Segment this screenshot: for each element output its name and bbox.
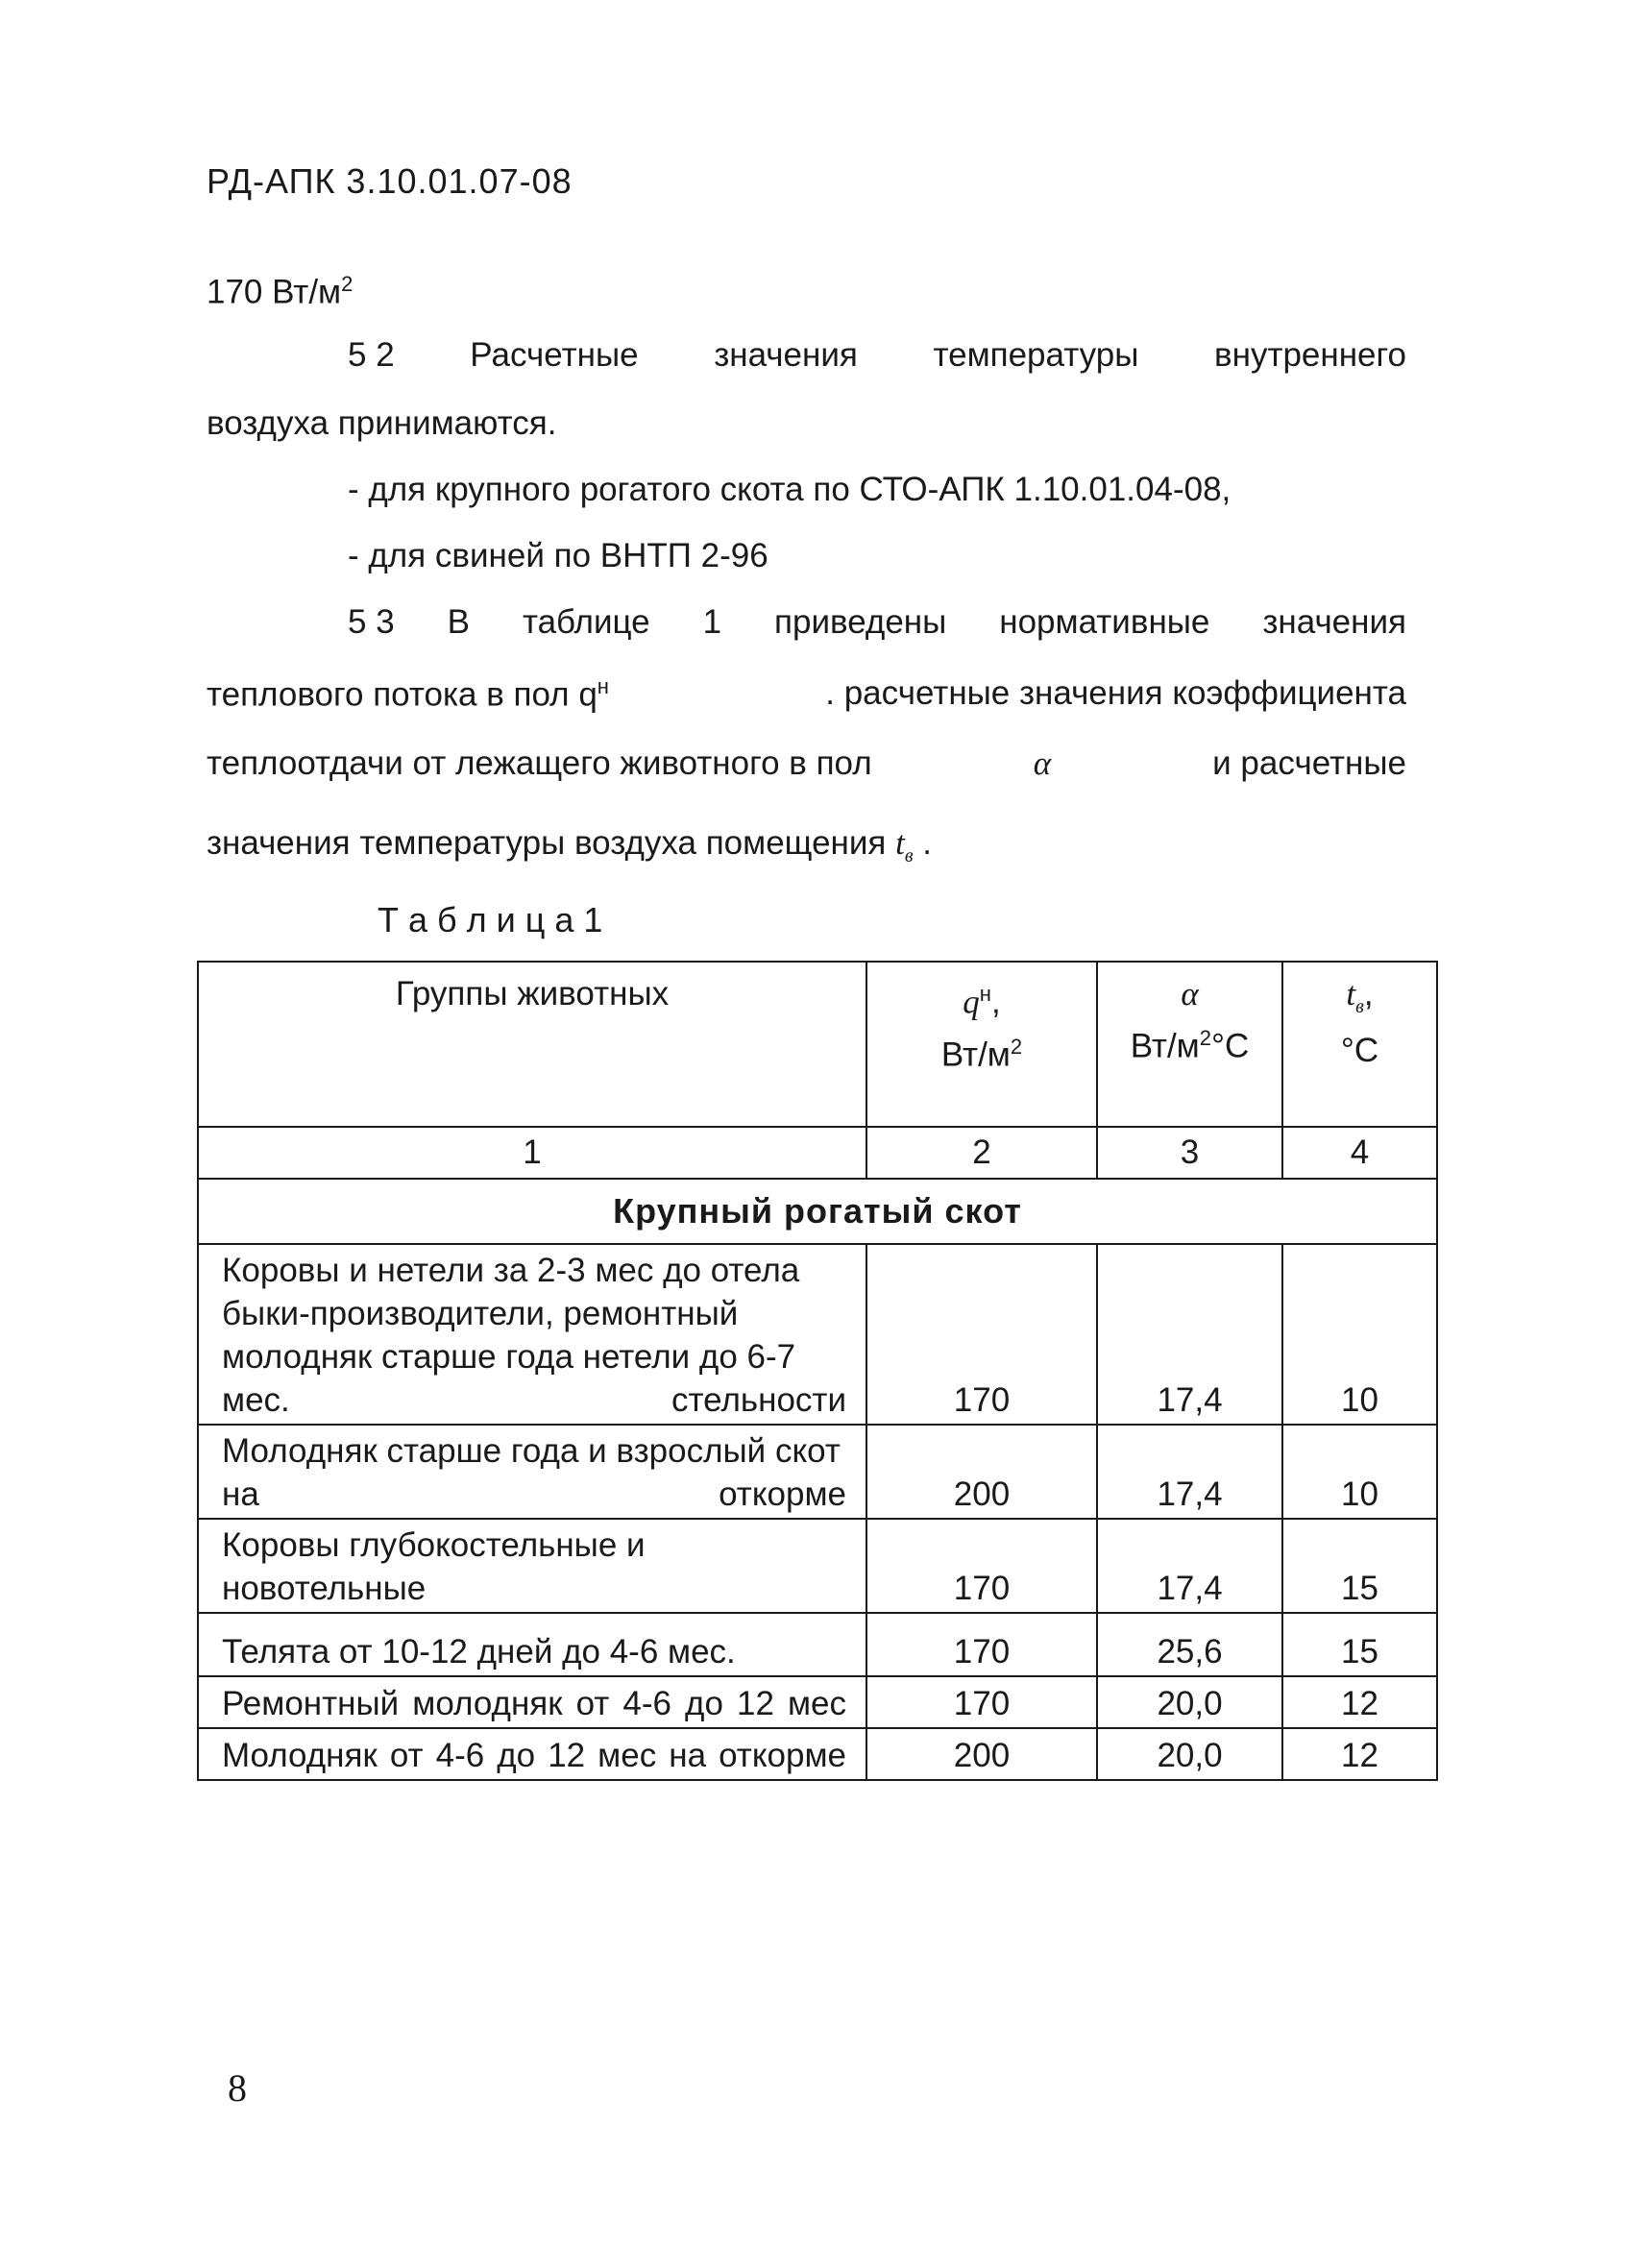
coefficient-value: 17,4 xyxy=(1097,1425,1282,1519)
heat-flow-value: 170 xyxy=(866,1613,1097,1676)
heat-flow-value: 170 xyxy=(866,1676,1097,1728)
temperature-value: 15 xyxy=(1282,1519,1437,1613)
table-row xyxy=(198,1519,1437,1613)
header-animal-groups: Группы животных xyxy=(198,962,866,1127)
bullet-cattle: - для крупного рогатого скота по СТО-АПК 1.10.01.04-08, xyxy=(348,471,1232,508)
document-code: РД-АПК 3.10.01.07-08 xyxy=(207,161,573,201)
column-number: 3 xyxy=(1097,1127,1282,1179)
coefficient-value: 20,0 xyxy=(1097,1676,1282,1728)
heat-flow-value: 200 xyxy=(866,1425,1097,1519)
page-number: 8 xyxy=(228,2066,247,2109)
table-row xyxy=(198,1728,1437,1780)
animal-group: Ремонтный молодняк от 4-6 до 12 мес xyxy=(198,1676,866,1728)
paragraph-5-3-line-3: теплоотдачи от лежащего животного в пол α и расчетные xyxy=(207,744,1406,782)
header-air-temperature: $t_в$, °С xyxy=(1282,962,1437,1127)
temperature-value: 10 xyxy=(1282,1244,1437,1425)
column-number: 2 xyxy=(866,1127,1097,1179)
text-line-0: 170 $Вт/м^2$ xyxy=(207,272,354,311)
coefficient-value: 17,4 xyxy=(1097,1244,1282,1425)
section-title: Крупный рогатый скот xyxy=(198,1179,1437,1244)
data-table xyxy=(197,961,1438,1781)
table-row xyxy=(198,1613,1437,1676)
paragraph-5-3-line-4: значения температуры воздуха помещения $t_в$ . xyxy=(207,824,932,866)
table-row xyxy=(198,1244,1437,1425)
paragraph-5-2-line-1: 5 2 Расчетные значения температуры внутреннего xyxy=(348,336,1406,374)
table-row xyxy=(198,1425,1437,1519)
column-number-row xyxy=(198,1127,1437,1179)
heat-flow-value: 170 xyxy=(866,1519,1097,1613)
section-row xyxy=(198,1179,1437,1244)
animal-group: Коровы и нетели за 2-3 мес до отела быки-производители, ремонтный молодняк старше года нетели до 6-7 мес. стельности xyxy=(198,1244,866,1425)
coefficient-value: 17,4 xyxy=(1097,1519,1282,1613)
temperature-value: 12 xyxy=(1282,1728,1437,1780)
animal-group: Молодняк от 4-6 до 12 мес на откорме xyxy=(198,1728,866,1780)
coefficient-value: 20,0 xyxy=(1097,1728,1282,1780)
temperature-symbol: t xyxy=(895,824,905,862)
table-row xyxy=(198,1676,1437,1728)
column-number: 1 xyxy=(198,1127,866,1179)
temperature-value: 12 xyxy=(1282,1676,1437,1728)
temperature-value: 15 xyxy=(1282,1613,1437,1676)
animal-group: Коровы глубокостельные и новотельные xyxy=(198,1519,866,1613)
heat-flow-value: 170 xyxy=(866,1244,1097,1425)
paragraph-5-3-line-1: 5 3 В таблице 1 приведены нормативные значения xyxy=(348,603,1406,641)
table-header-row xyxy=(198,962,1437,1127)
animal-group: Телята от 10-12 дней до 4-6 мес. xyxy=(198,1613,866,1676)
coefficient-value: 25,6 xyxy=(1097,1613,1282,1676)
table-caption: Т а б л и ц а 1 xyxy=(378,900,603,939)
temperature-value: 10 xyxy=(1282,1425,1437,1519)
bullet-pigs: - для свиней по ВНТП 2-96 xyxy=(348,537,768,574)
header-heat-flow: $q^н$, $Вт/м^2$ xyxy=(866,962,1097,1127)
paragraph-5-2-line-2: воздуха принимаются. xyxy=(207,404,557,442)
header-heat-transfer-coefficient: α $Вт/м^2^\circ С$ xyxy=(1097,962,1282,1127)
heat-flow-value: 200 xyxy=(866,1728,1097,1780)
paragraph-5-3-line-2: теплового потока в пол $q^н$ . расчетные значения коэффициента xyxy=(207,674,1406,714)
alpha-symbol: α xyxy=(1033,744,1052,782)
animal-group: Молодняк старше года и взрослый скот на откорме xyxy=(198,1425,866,1519)
column-number: 4 xyxy=(1282,1127,1437,1179)
